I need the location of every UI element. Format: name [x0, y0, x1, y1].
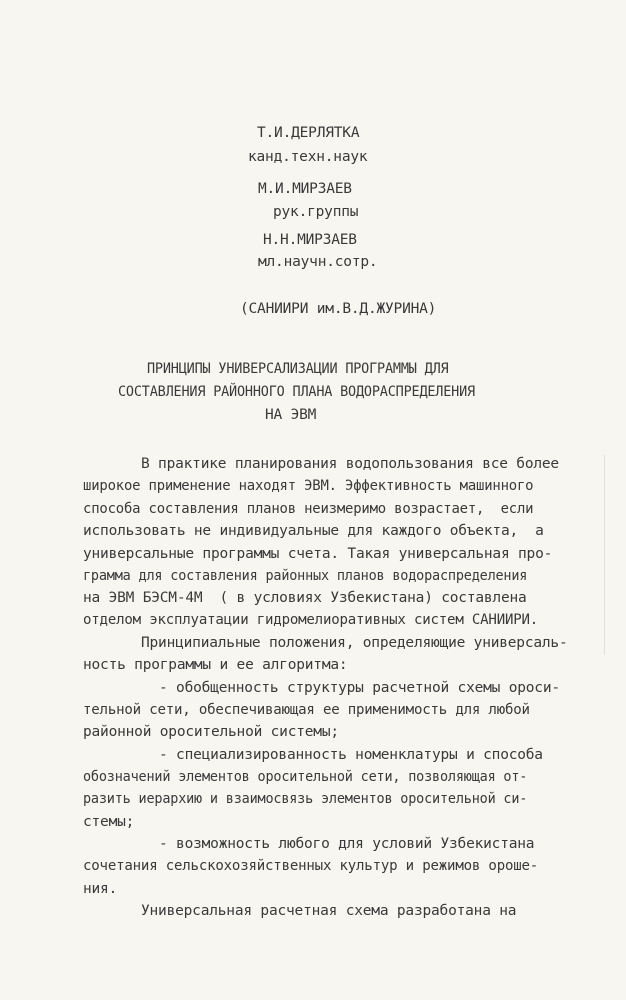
body-line-14: - специализированность номенклатуры и способа [159, 747, 543, 763]
scan-mark [604, 455, 605, 655]
body-line-8: отделом эксплуатации гидромелиоративных систем САНИИРИ. [83, 612, 539, 628]
body-line-11: - обобщенность структуры расчетной схемы ороси- [159, 680, 560, 696]
author-name-2: М.И.МИРЗАЕВ [258, 181, 352, 197]
body-line-4: использовать не индивидуальные для каждого объекта, а [83, 523, 544, 539]
body-line-19: сочетания сельскохозяйственных культур и режимов ороше- [83, 858, 539, 874]
body-line-9: Принципиальные положения, определяющие универсаль- [141, 635, 568, 651]
body-line-12: тельной сети, обеспечивающая ее применимость для любой [83, 702, 530, 718]
body-line-18: - возможность любого для условий Узбекистана [159, 836, 535, 852]
author-title-3: мл.научн.сотр. [258, 254, 378, 270]
title-line-3: НА ЭВМ [265, 407, 317, 423]
body-line-15: обозначений элементов оросительной сети, позволяющая от- [83, 769, 528, 785]
body-line-21: Универсальная расчетная схема разработана на [141, 903, 517, 919]
body-line-13: районной оросительной системы; [83, 724, 339, 740]
body-line-16: разить иерархию и взаимосвязь элементов оросительной си- [83, 791, 528, 807]
body-line-6: грамма для составления районных планов водораспределения [83, 568, 528, 584]
body-line-1: В практике планирования водопользования все более [141, 456, 559, 472]
body-line-10: ность программы и ее алгоритма: [83, 657, 348, 673]
body-line-2: широкое применение находят ЭВМ. Эффективность машинного [83, 478, 534, 494]
body-line-5: универсальные программы счета. Такая универсальная про- [83, 546, 553, 562]
author-title-2: рук.группы [273, 204, 359, 220]
body-line-7: на ЭВМ БЭСМ-4М ( в условиях Узбекистана) составлена [83, 590, 527, 606]
title-line-1: ПРИНЦИПЫ УНИВЕРСАЛИЗАЦИИ ПРОГРАММЫ ДЛЯ [147, 361, 449, 377]
author-name-3: Н.Н.МИРЗАЕВ [263, 232, 357, 248]
author-title-1: канд.техн.наук [248, 149, 368, 165]
title-line-2: СОСТАВЛЕНИЯ РАЙОННОГО ПЛАНА ВОДОРАСПРЕДЕЛЕНИЯ [118, 384, 475, 400]
author-name-1: Т.И.ДЕРЛЯТКА [257, 125, 360, 141]
body-line-17: стемы; [83, 814, 135, 830]
body-line-3: способа составления планов неизмеримо возрастает, если [83, 501, 534, 517]
institution: (САНИИРИ им.В.Д.ЖУРИНА) [240, 301, 437, 317]
body-line-20: ния. [83, 881, 118, 897]
